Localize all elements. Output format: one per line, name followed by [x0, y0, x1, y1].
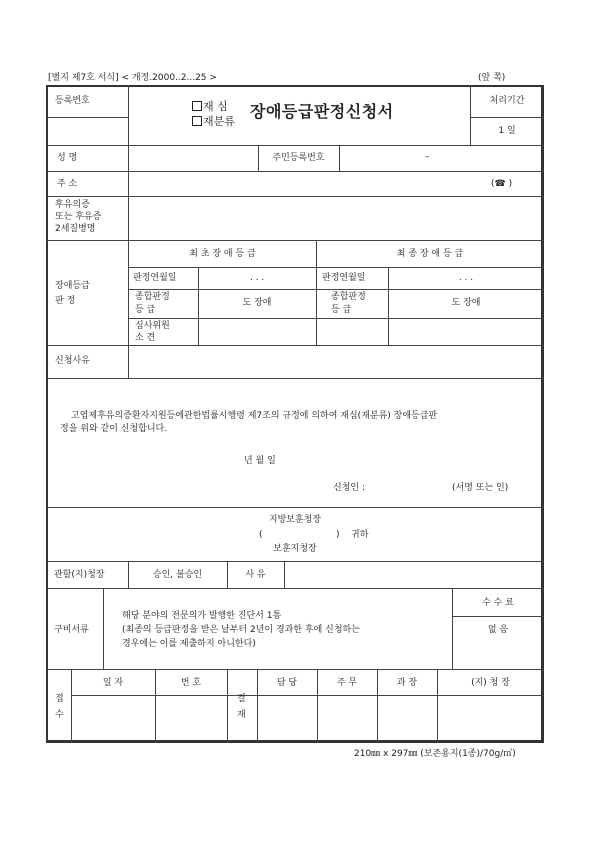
applicant-signature-label: 신청인 : — [333, 483, 365, 493]
sequelae-label-2: 또는 후유증 — [55, 212, 102, 222]
fee-label: 수 수 료 — [482, 598, 514, 608]
committee-opinion-label-1: 심사위원 — [135, 321, 170, 331]
page-side: (앞 쪽) — [478, 73, 506, 83]
required-documents-label: 구비서류 — [54, 625, 89, 635]
final-grade-header: 최 종 장 애 등 급 — [396, 249, 464, 259]
addressee-honorific: 귀하 — [351, 530, 369, 540]
receipt-label-1: 접 — [55, 694, 64, 704]
approval-result: 승인, 불승인 — [152, 570, 203, 580]
page-title: 장애등급판정신청서 — [250, 102, 394, 121]
form-number: [별지 제7호 서식] < 개정.2000..2...25 > — [48, 73, 217, 83]
receipt-label-2: 수 — [55, 710, 64, 720]
checkbox-icon — [192, 101, 202, 111]
initial-date-label: 판정연월일 — [133, 273, 177, 283]
addressee-paren-open: ( — [259, 530, 263, 540]
reclassification-checkbox[interactable]: 재분류 — [192, 116, 235, 127]
receipt-date-column: 일 자 — [102, 678, 124, 688]
addressee-local: 지방보훈청장 — [268, 515, 322, 525]
documents-line-2: (최종의 등급판정을 받은 날부터 2년이 경과한 후에 신청하는 — [122, 625, 360, 635]
grade-section-label-1: 장애등급 — [55, 281, 90, 291]
chief-column: 주 무 — [336, 678, 358, 688]
addressee-paren-close: ) — [336, 530, 340, 540]
statement-line-2: 정을 위와 같이 신청합니다. — [60, 424, 168, 434]
sequelae-label-1: 후유의증 — [55, 200, 90, 210]
rrn-dash: – — [425, 152, 430, 162]
initial-grade-suffix: 도 장애 — [242, 298, 272, 308]
final-grade-suffix: 도 장애 — [451, 298, 481, 308]
decision-reason-label: 사 유 — [245, 570, 266, 580]
phone-label: (☎ ) — [491, 179, 513, 189]
statement-date: 년 월 일 — [244, 456, 276, 466]
sequelae-label-3: 2세질병명 — [55, 224, 96, 234]
initial-grade-header: 최 초 장 애 등 급 — [189, 249, 256, 259]
documents-line-1: 해당 분야의 전문의가 발행한 진단서 1통 — [122, 611, 282, 621]
name-label: 성 명 — [57, 153, 78, 163]
section-head-column: 과 장 — [396, 678, 418, 688]
statement-line-1: 고엽제후유의증환자지원등에관한법률시행령 제7조의 규정에 의하여 재심(재분류) 장애등급판 — [71, 411, 438, 421]
addressee-center: 보훈지청장 — [273, 544, 317, 554]
receipt-number-column: 번 호 — [180, 678, 202, 688]
processing-period-label: 처리기간 — [489, 96, 525, 106]
address-label: 주 소 — [57, 179, 78, 189]
initial-overall-label-2: 등 급 — [135, 305, 156, 315]
approval-label-2: 재 — [237, 710, 246, 720]
initial-date-dots: . . . — [249, 273, 265, 283]
office-head-label: 관할(지)청장 — [54, 570, 105, 580]
grade-section-label-2: 판 정 — [55, 296, 76, 306]
approval-label-1: 결 — [237, 694, 246, 704]
registration-number-label: 등록번호 — [55, 96, 90, 106]
final-date-label: 판정연월일 — [322, 273, 366, 283]
rrn-label: 주민등록번호 — [272, 153, 325, 163]
signature-note: (서명 또는 인) — [452, 483, 509, 493]
reexamination-checkbox[interactable]: 재 심 — [192, 101, 228, 112]
documents-line-3: 경우에는 이를 제출하지 아니한다) — [122, 639, 256, 649]
fee-value: 없 음 — [487, 625, 509, 635]
committee-opinion-label-2: 소 견 — [135, 333, 156, 343]
initial-overall-label-1: 종합판정 — [135, 292, 170, 302]
paper-spec: 210㎜ x 297㎜ (보존용지(1종)/70g/㎡) — [354, 749, 516, 759]
processing-period-value: 1 일 — [498, 126, 516, 136]
officer-column: 담 당 — [276, 678, 298, 688]
final-date-dots: . . . — [458, 273, 474, 283]
final-overall-label-1: 종합판정 — [331, 292, 366, 302]
checkbox-icon — [192, 116, 202, 126]
application-reason-label: 신청사유 — [55, 356, 90, 366]
office-head-column: (지) 청 장 — [471, 678, 510, 688]
final-overall-label-2: 등 급 — [331, 305, 352, 315]
